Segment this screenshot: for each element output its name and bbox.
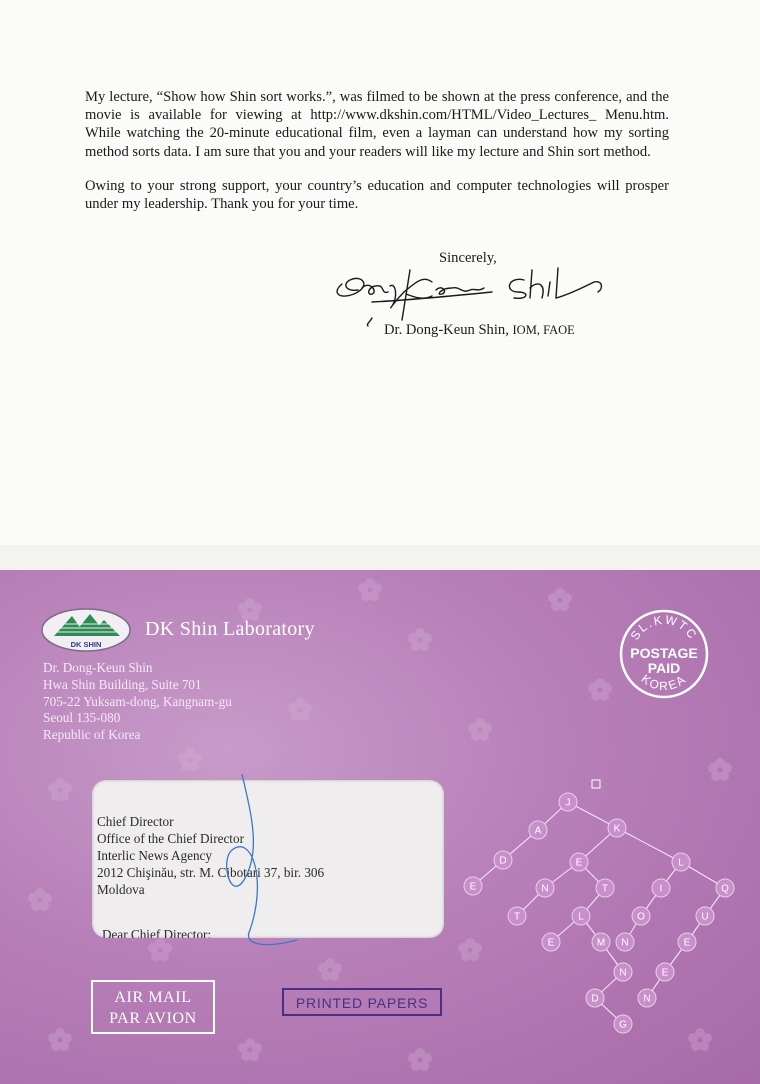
tree-node-label: D	[591, 993, 599, 1005]
recipient-line: Moldova	[97, 882, 145, 897]
tree-node-label: K	[613, 823, 621, 835]
return-address-line: Republic of Korea	[43, 727, 141, 743]
letter-salutation-peek: Dear Chief Director:	[102, 927, 212, 938]
tree-node-label: M	[596, 937, 606, 949]
air-mail-line: AIR MAIL	[114, 989, 192, 1006]
signer-name: Dr. Dong-Keun Shin,	[384, 322, 509, 338]
tree-node-label: E	[469, 881, 477, 893]
postage-top-text: SL.KWTC	[627, 612, 701, 643]
tree-node-label: L	[578, 911, 584, 923]
return-address-line: Hwa Shin Building, Suite 701	[43, 676, 202, 692]
signer-titles: IOM, FAOE	[512, 323, 575, 337]
tree-node-label: L	[678, 857, 684, 869]
tree-node-label: I	[659, 883, 663, 895]
recipient-line: Office of the Chief Director	[97, 831, 244, 846]
recipient-address	[97, 813, 324, 898]
sort-tree-graphic	[455, 770, 755, 1040]
postage-line: PAID	[647, 660, 681, 676]
air-mail-label	[91, 980, 215, 1034]
tree-node-label: Q	[721, 883, 729, 895]
tree-node-label: N	[619, 967, 627, 979]
tree-node-label: N	[621, 937, 629, 949]
postage-paid-label	[618, 646, 710, 676]
logo-text: DK SHIN	[70, 640, 102, 649]
tree-node-label: O	[637, 911, 645, 923]
dk-shin-logo	[40, 606, 132, 654]
recipient-line: Chief Director	[97, 814, 174, 829]
tree-node-label: T	[601, 883, 609, 895]
recipient-line: 2012 Chişinău, str. M. Cibotari 37, bir. 306	[97, 865, 325, 880]
tree-node-label: E	[547, 937, 555, 949]
tree-node-label: E	[661, 967, 669, 979]
return-address	[43, 660, 232, 744]
recipient-line: Interlic News Agency	[97, 848, 212, 863]
letter-paragraph: Owing to your strong support, your country’s education and computer technologies will prosper under my leadership. Thank you for your time.	[85, 177, 669, 213]
signer-line	[384, 322, 575, 339]
postage-line: POSTAGE	[630, 645, 698, 661]
return-address-line: Seoul 135-080	[43, 710, 121, 726]
letter-paragraph: My lecture, “Show how Shin sort works.”, was filmed to be shown at the press conference, and the movie is available for viewing at http://www.dkshin.com/HTML/Video_Lectures_ Menu.htm. While watching the 20-minute educational film, even a layman can understand how my sorting method sorts data. I am sure that you and your readers will like my lecture and Shin sort method.	[85, 89, 669, 160]
tree-edge	[617, 828, 681, 862]
tree-node-label: E	[683, 937, 691, 949]
return-address-line: Dr. Dong-Keun Shin	[43, 660, 153, 675]
tree-node-label: N	[541, 883, 549, 895]
tree-node-label: U	[701, 911, 709, 923]
letter-closing: Sincerely,	[439, 250, 497, 266]
tree-node-label: A	[534, 825, 542, 837]
par-avion-line: PAR AVION	[109, 1010, 197, 1027]
tree-node-label: J	[565, 797, 571, 809]
tree-node-label: D	[499, 855, 507, 867]
letter-fold-edge	[0, 545, 760, 570]
tree-node-label: N	[643, 993, 651, 1005]
return-address-line: 705-22 Yuksam-dong, Kangnam-gu	[43, 693, 232, 709]
tree-node-label: G	[619, 1019, 627, 1031]
postage-bottom-text: KOREA	[638, 671, 690, 694]
svg-text:SL.KWTC	[628, 613, 701, 643]
tree-node-label: T	[513, 911, 521, 923]
envelope	[0, 570, 760, 1084]
letter-body	[85, 88, 669, 229]
lab-name: DK Shin Laboratory	[145, 618, 315, 640]
tree-node-label: E	[575, 857, 583, 869]
tree-root-marker	[592, 780, 600, 788]
address-window	[92, 780, 444, 938]
printed-papers-stamp: PRINTED PAPERS	[282, 988, 442, 1016]
